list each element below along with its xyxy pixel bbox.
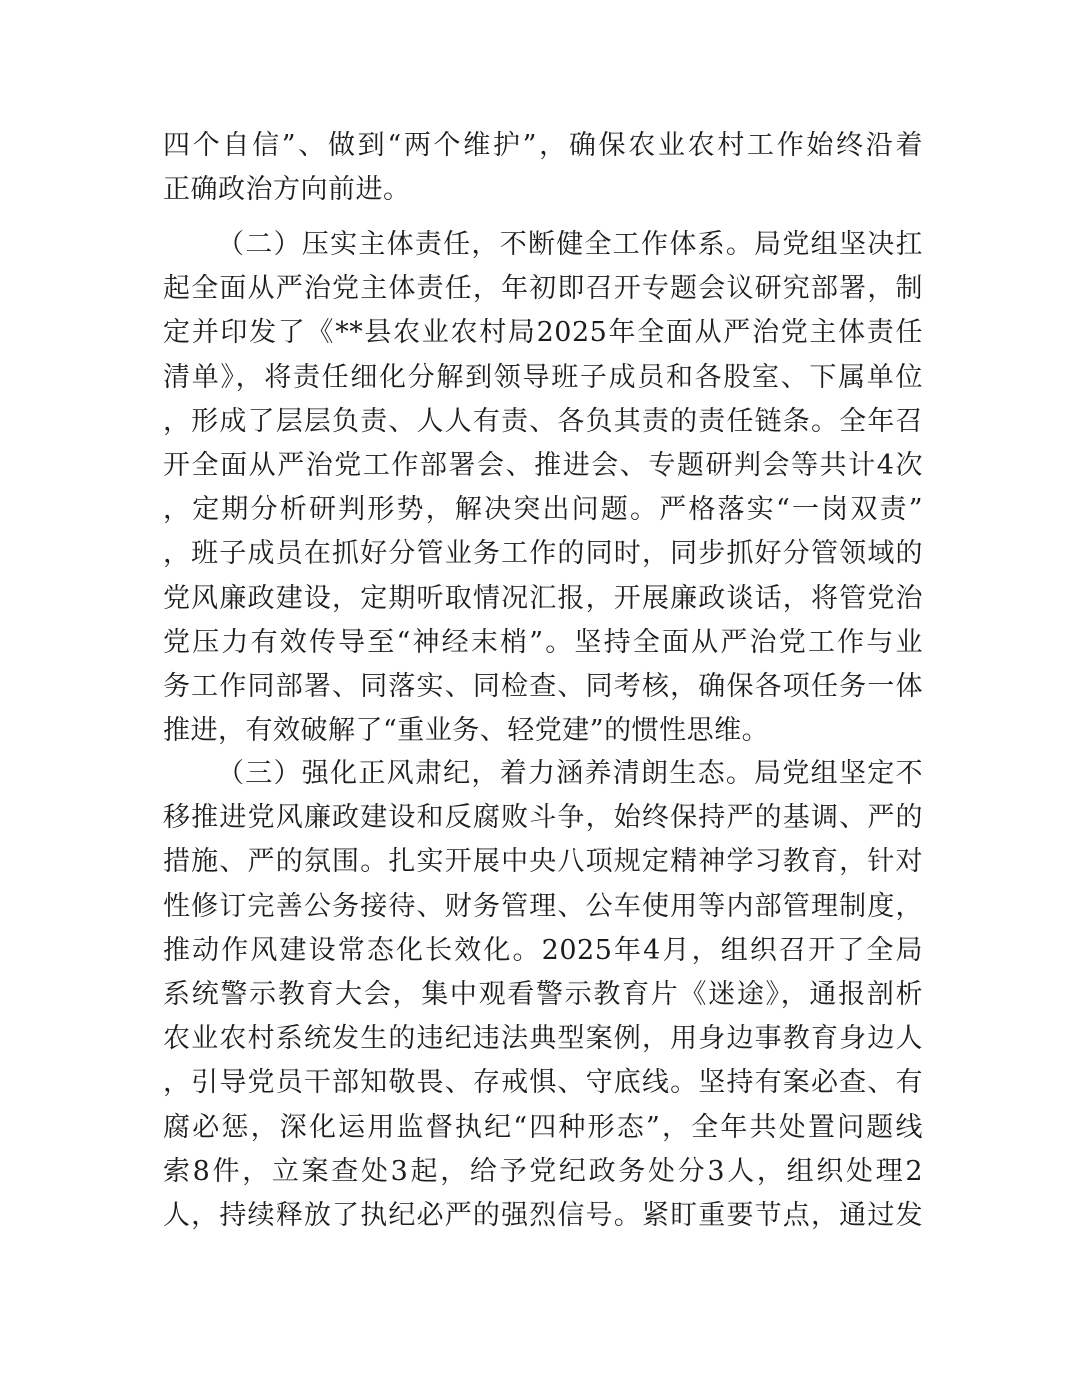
paragraph-line: ，定期分析研判形势，解决突出问题。严格落实“一岗双责”	[163, 494, 923, 526]
paragraph-line: 推动作风建设常态化长效化。2025年4月，组织召开了全局	[163, 934, 923, 966]
paragraph-line: 四个自信”、做到“两个维护”，确保农业农村工作始终沿着	[163, 130, 923, 161]
paragraph-line: 开全面从严治党工作部署会、推进会、专题研判会等共计4次	[163, 449, 923, 481]
paragraph-line: 腐必惩，深化运用监督执纪“四种形态”，全年共处置问题线	[163, 1111, 923, 1143]
paragraph-line: （二）压实主体责任，不断健全工作体系。局党组坚决扛	[217, 229, 923, 260]
paragraph-1	[163, 124, 923, 212]
paragraph-line: ，引导党员干部知敬畏、存戒惧、守底线。坚持有案必查、有	[163, 1067, 923, 1099]
paragraph-line: ，形成了层层负责、人人有责、各负其责的责任链条。全年召	[163, 405, 923, 437]
paragraph-line: 措施、严的氛围。扎实开展中央八项规定精神学习教育，针对	[163, 846, 923, 878]
paragraph-line: 移推进党风廉政建设和反腐败斗争，始终保持严的基调、严的	[163, 802, 923, 834]
paragraph-line: （三）强化正风肃纪，着力涵养清朗生态。局党组坚定不	[217, 758, 923, 789]
paragraph-line: 推进，有效破解了“重业务、轻党建”的惯性思维。	[163, 715, 770, 747]
paragraph-line: 起全面从严治党主体责任，年初即召开专题会议研究部署，制	[163, 273, 923, 305]
paragraph-3	[163, 752, 923, 1238]
paragraph-line: 清单》，将责任细化分解到领导班子成员和各股室、下属单位	[163, 361, 923, 393]
paragraph-2	[163, 223, 923, 753]
paragraph-line: 系统警示教育大会，集中观看警示教育片《迷途》，通报剖析	[163, 978, 923, 1010]
paragraph-line: 党风廉政建设，定期听取情况汇报，开展廉政谈话，将管党治	[163, 582, 923, 614]
paragraph-line: 务工作同部署、同落实、同检查、同考核，确保各项任务一体	[163, 670, 923, 702]
paragraph-line: 索8件，立案查处3起，给予党纪政务处分3人，组织处理2	[163, 1155, 923, 1187]
paragraph-line: 农业农村系统发生的违纪违法典型案例，用身边事教育身边人	[163, 1023, 923, 1055]
paragraph-line: 定并印发了《**县农业农村局2025年全面从严治党主体责任	[163, 317, 923, 349]
paragraph-line: ，班子成员在抓好分管业务工作的同时，同步抓好分管领域的	[163, 538, 923, 570]
paragraph-line: 正确政治方向前进。	[163, 174, 411, 206]
paragraph-line: 党压力有效传导至“神经末梢”。坚持全面从严治党工作与业	[163, 626, 923, 658]
paragraph-line: 性修订完善公务接待、财务管理、公车使用等内部管理制度，	[163, 890, 923, 922]
paragraph-line: 人，持续释放了执纪必严的强烈信号。紧盯重要节点，通过发	[163, 1199, 923, 1231]
